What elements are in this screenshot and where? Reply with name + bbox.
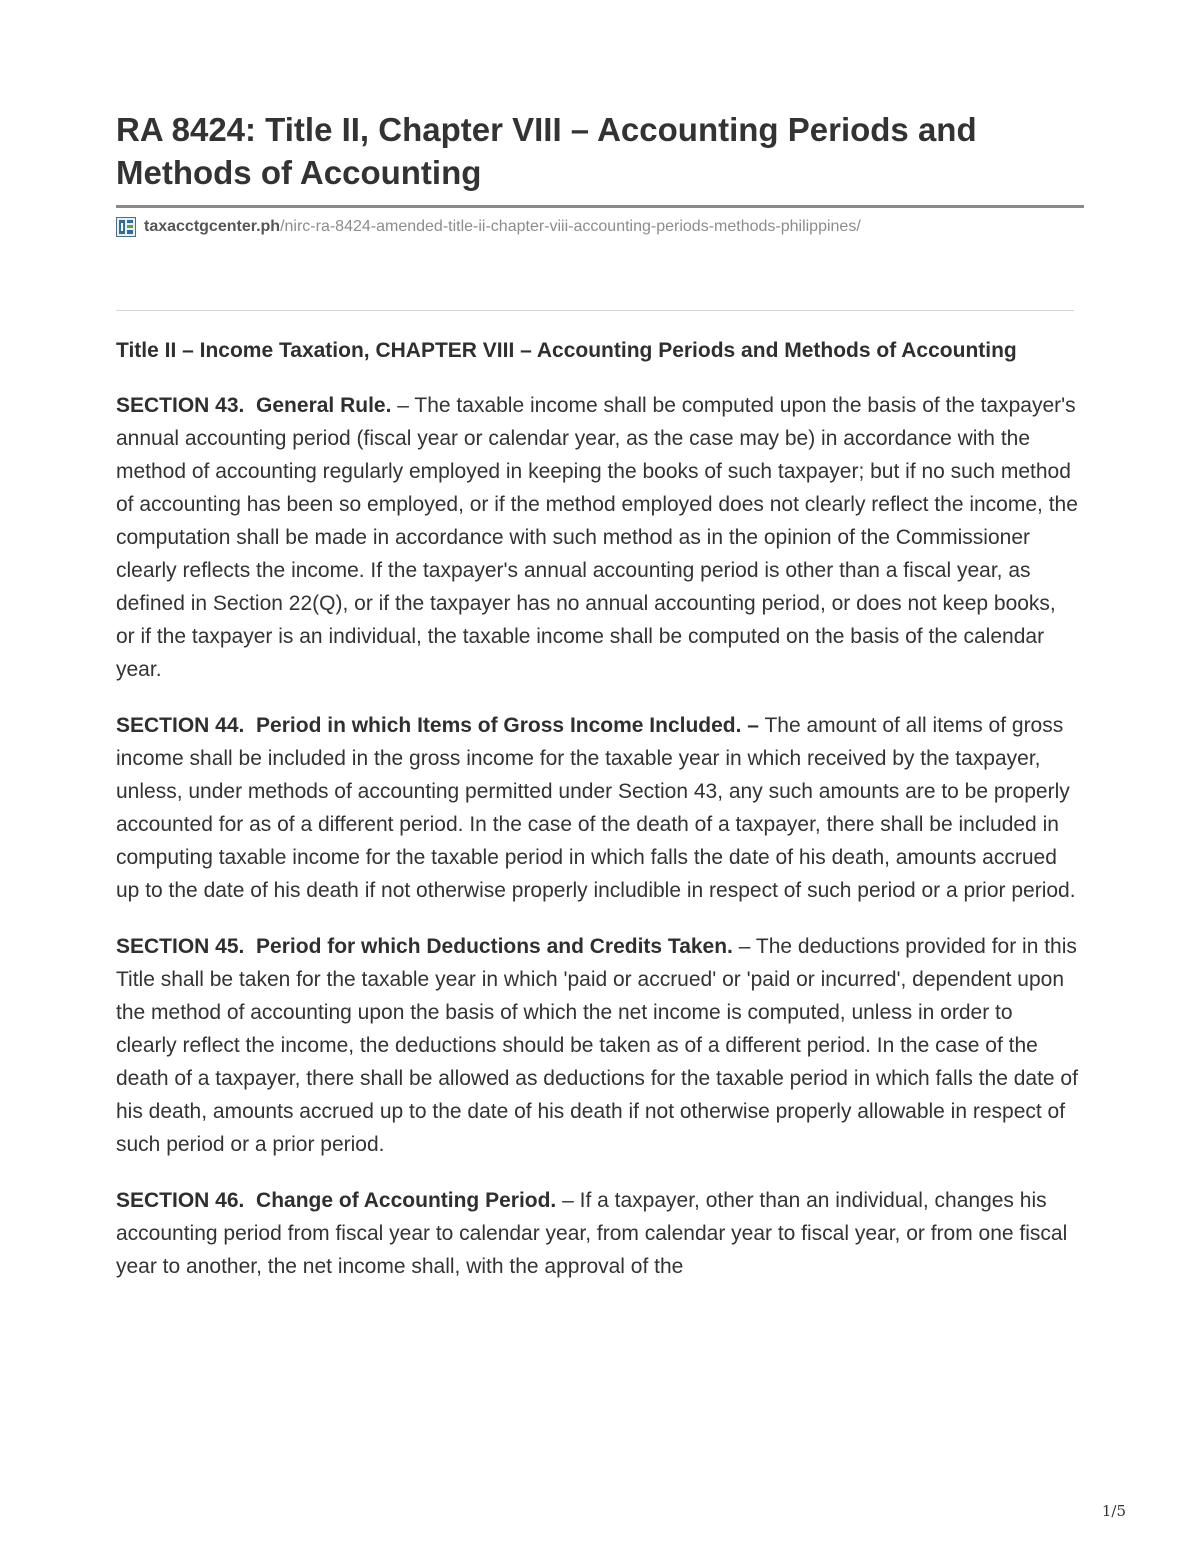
page-number: 1/5 — [1101, 1502, 1126, 1520]
content-divider — [116, 310, 1074, 311]
section-body: If a taxpayer, other than an individual, changes his accounting period from fiscal year to calendar year, from calendar year to fiscal year, or from one fiscal year to another, the net income shall, with the approval of the — [116, 1189, 1068, 1278]
section-number: SECTION 45. — [116, 935, 245, 958]
section-number: SECTION 44. — [116, 714, 245, 737]
article-body — [116, 334, 1078, 1306]
section-body: The taxable income shall be computed upon the basis of the taxpayer's annual accounting period (fiscal year or calendar year, as the case may be) in accordance with the method of accounting regularly employed in keeping the books of such taxpayer; but if no such method of accounting has been so employed, or if the method employed does not clearly reflect the income, the computation shall be made in accordance with such method as in the opinion of the Commissioner clearly reflects the income. If the taxpayer's annual accounting period is other than a fiscal year, as defined in Section 22(Q), or if the taxpayer has no annual accounting period, or does not keep books, or if the taxpayer is an individual, the taxable income shall be computed on the basis of the calendar year. — [116, 394, 1078, 681]
site-favicon-icon — [116, 217, 136, 237]
section-dash: – — [732, 935, 751, 958]
source-domain: taxacctgcenter.ph — [144, 218, 281, 235]
source-path: /nirc-ra-8424-amended-title-ii-chapter-viii-accounting-periods-methods-philippines/ — [280, 218, 861, 235]
section-body: The amount of all items of gross income shall be included in the gross income for the taxable year in which received by the taxpayer, unless, under methods of accounting permitted under Section 43, any such amounts are to be properly accounted for as of a different period. In the case of the death of a taxpayer, there shall be included in computing taxable income for the taxable period in which falls the date of his death, amounts accrued up to the date of his death if not otherwise properly includible in respect of such period or a prior period. — [116, 714, 1076, 902]
source-link[interactable] — [116, 216, 861, 238]
section-dash: – — [391, 394, 409, 417]
chapter-subtitle — [116, 334, 1078, 367]
section-heading: Period for which Deductions and Credits Taken. — [256, 935, 733, 958]
page-title: RA 8424: Title II, Chapter VIII – Accounting Periods and Methods of Accounting — [116, 111, 977, 191]
section-heading: Period in which Items of Gross Income Included. – — [256, 714, 759, 737]
title-divider — [116, 205, 1084, 208]
section-dash: – — [556, 1189, 574, 1212]
section-number: SECTION 43. — [116, 394, 245, 417]
section-number: SECTION 46. — [116, 1189, 245, 1212]
section-heading: General Rule. — [256, 394, 392, 417]
section-body: The deductions provided for in this Title shall be taken for the taxable year in which 'paid or accrued' or 'paid or incurred', dependent upon the method of accounting upon the basis of which the net income is computed, unless in order to clearly reflect the income, the deductions should be taken as of a different period. In the case of the death of a taxpayer, there shall be allowed as deductions for the taxable period in which falls the date of his death, amounts accrued up to the date of his death if not otherwise properly allowable in respect of such period or a prior period. — [116, 935, 1078, 1156]
chapter-subtitle-text: Title II – Income Taxation, CHAPTER VIII – Accounting Periods and Methods of Accounting — [116, 339, 1017, 362]
section-paragraph — [116, 1184, 1078, 1283]
section-paragraph — [116, 709, 1078, 907]
section-paragraph — [116, 930, 1078, 1161]
section-heading: Change of Accounting Period. — [256, 1189, 557, 1212]
section-paragraph — [116, 389, 1078, 686]
